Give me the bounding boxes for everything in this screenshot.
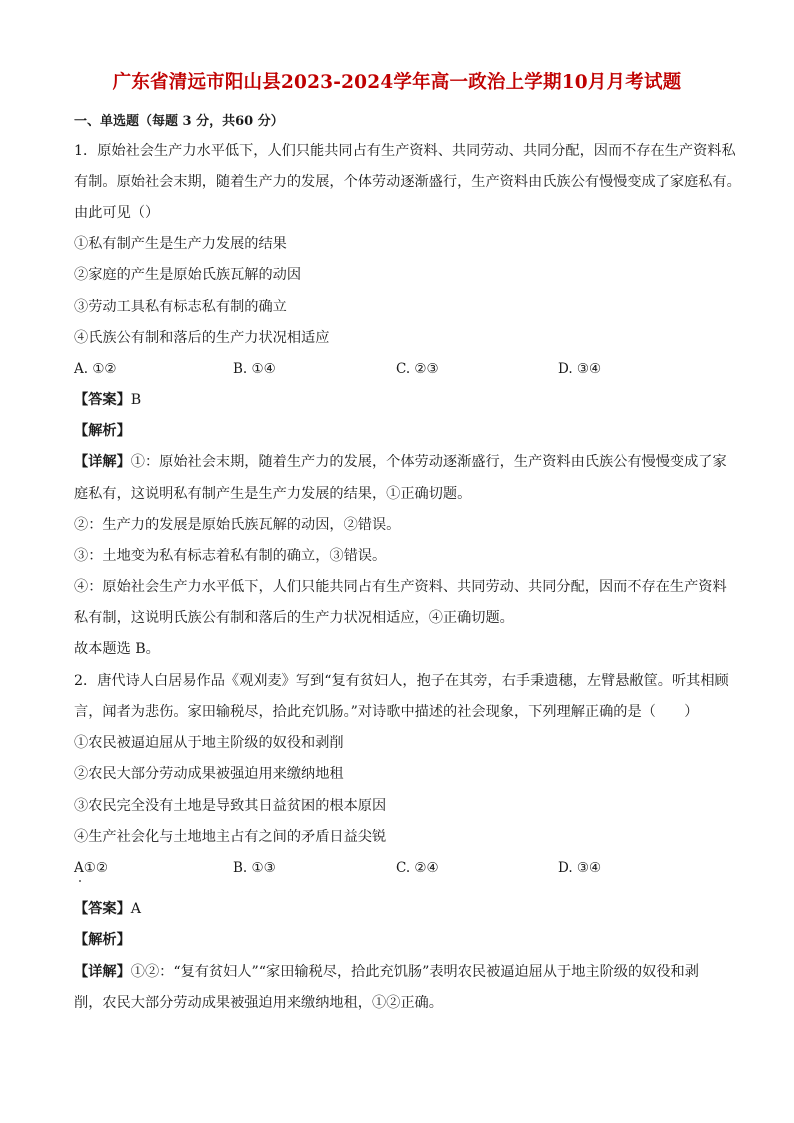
q1-stem-line: 1．原始社会生产力水平低下，人们只能共同占有生产资料、共同劳动、共同分配，因而不存在生产资料私	[74, 143, 736, 159]
document-title: 广东省清远市阳山县2023-2024学年高一政治上学期10月月考试题	[112, 72, 682, 93]
stray-mark	[79, 880, 81, 882]
q2-option-b: B. ①③	[233, 860, 276, 876]
detail-text: ①：原始社会末期，随着生产力的发展，个体劳动逐渐盛行，生产资料由氏族公有慢慢变成了家	[130, 454, 727, 470]
q1-stem-line: 有制。原始社会末期，随着生产力的发展，个体劳动逐渐盛行，生产资料由氏族公有慢慢变成了家庭私有。	[74, 174, 741, 190]
q2-detail-line: 削，农民大部分劳动成果被强迫用来缴纳地租，①②正确。	[74, 995, 443, 1011]
q1-detail-line: 庭私有，这说明私有制产生是生产力发展的结果，①正确切题。	[74, 486, 472, 502]
q1-analysis-label: 【解析】	[74, 423, 131, 439]
q1-detail-line: ②：生产力的发展是原始氏族瓦解的动因，②错误。	[74, 517, 401, 533]
answer-label: 【答案】	[74, 392, 131, 408]
q2-item: ①农民被逼迫屈从于地主阶级的奴役和剥削	[74, 735, 344, 751]
q1-detail-line: ④：原始社会生产力水平低下，人们只能共同占有生产资料、共同劳动、共同分配，因而不存在生产资料	[74, 579, 727, 595]
q1-detail-line	[74, 452, 727, 472]
q1-option-a: A. ①②	[74, 361, 117, 377]
q1-stem-line: 由此可见（）	[74, 205, 160, 221]
q2-item: ②农民大部分劳动成果被强迫用来缴纳地租	[74, 766, 344, 782]
section-heading: 一、单选题（每题 3 分，共60 分）	[74, 114, 284, 129]
q1-option-c: C. ②③	[396, 361, 439, 377]
q2-option-c: C. ②④	[396, 860, 439, 876]
detail-label: 【详解】	[74, 964, 131, 980]
q1-item: ③劳动工具私有标志私有制的确立	[74, 299, 287, 315]
q1-option-d: D. ③④	[558, 361, 602, 377]
q1-answer	[74, 390, 141, 410]
q1-item: ①私有制产生是生产力发展的结果	[74, 236, 287, 252]
answer-value: A	[130, 901, 142, 917]
q1-detail-line: ③：土地变为私有标志着私有制的确立，③错误。	[74, 548, 387, 564]
q2-item: ④生产社会化与土地地主占有之间的矛盾日益尖锐	[74, 829, 387, 845]
q2-stem-line: 2．唐代诗人白居易作品《观刈麦》写到“复有贫妇人，抱子在其旁，右手秉遗穗，左臂悬敝筐。听其相顾	[74, 673, 729, 689]
q2-option-a: A①②	[74, 860, 108, 876]
q1-detail-line: 故本题选 B。	[74, 641, 160, 657]
q2-analysis-label: 【解析】	[74, 932, 131, 948]
q1-item: ④氏族公有制和落后的生产力状况相适应	[74, 330, 330, 346]
detail-text: ①②：“复有贫妇人”“家田输税尽，拾此充饥肠”表明农民被逼迫屈从于地主阶级的奴役和剥	[130, 964, 699, 980]
q2-stem-line: 言，闻者为悲伤。家田输税尽，拾此充饥肠。”对诗歌中描述的社会现象，下列理解正确的是（ ）	[74, 704, 699, 720]
answer-value: B	[130, 392, 142, 408]
q2-answer	[74, 899, 141, 919]
answer-label: 【答案】	[74, 901, 131, 917]
q2-option-d: D. ③④	[558, 860, 602, 876]
q2-detail-line	[74, 962, 699, 982]
q2-item: ③农民完全没有土地是导致其日益贫困的根本原因	[74, 798, 387, 814]
q1-item: ②家庭的产生是原始氏族瓦解的动因	[74, 267, 302, 283]
detail-label: 【详解】	[74, 454, 131, 470]
q1-option-b: B. ①④	[233, 361, 276, 377]
q1-detail-line: 私有制，这说明氏族公有制和落后的生产力状况相适应，④正确切题。	[74, 610, 514, 626]
